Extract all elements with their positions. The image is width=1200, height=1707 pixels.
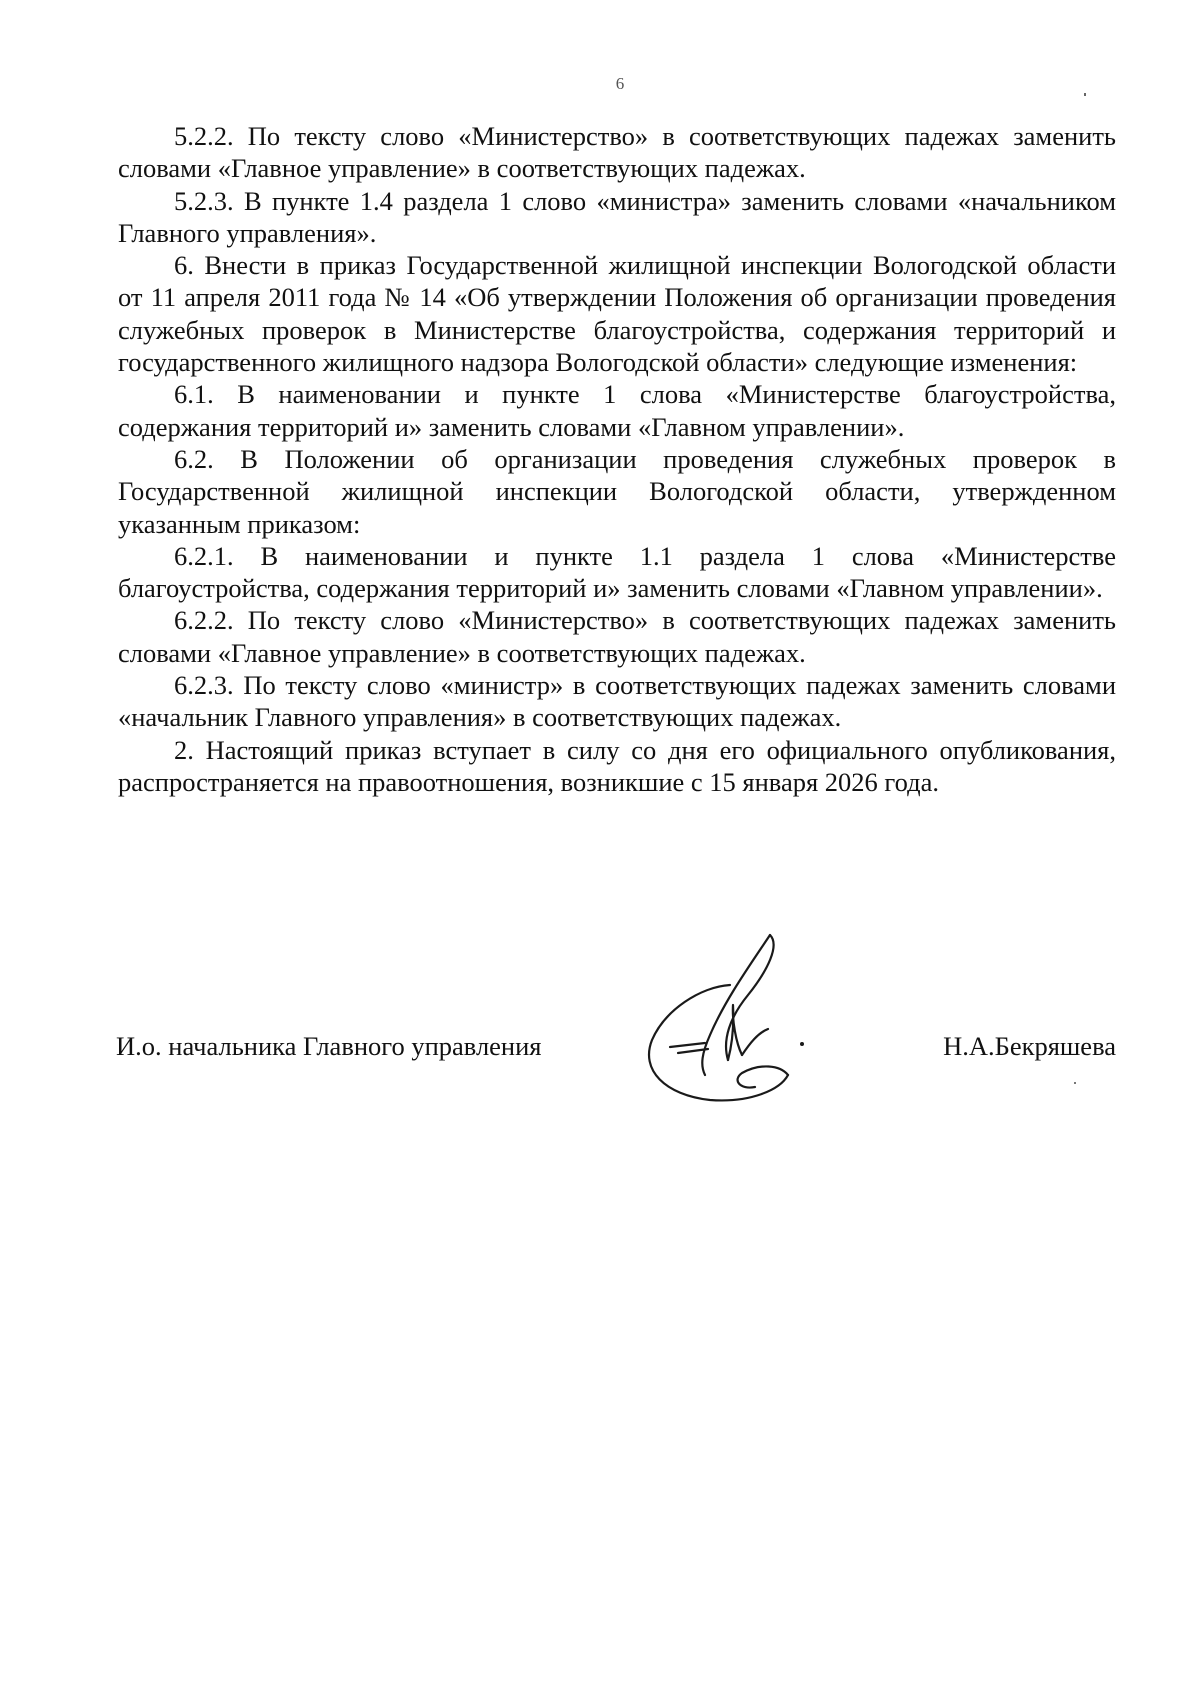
scan-speck xyxy=(1074,1082,1076,1084)
paragraph-5-2-3: 5.2.3. В пункте 1.4 раздела 1 слово «министра» заменить словами «начальником Главного управления». xyxy=(118,185,1116,248)
paragraph-6: 6. Внести в приказ Государственной жилищной инспекции Вологодской области от 11 апреля 2011 года № 14 «Об утверждении Положения об организации проведения служебных проверок в Министерстве благоустройства, содержания территорий и государственного жилищного надзора Вологодской области» следующие изменения: xyxy=(118,250,1116,378)
scan-speck xyxy=(1084,93,1086,96)
handwritten-signature xyxy=(630,925,870,1125)
paragraph-6-2-1: 6.2.1. В наименовании и пункте 1.1 раздела 1 слова «Министерстве благоустройства, содержания территорий и» заменить словами «Главном управлении». xyxy=(118,540,1116,604)
paragraph-2: 2. Настоящий приказ вступает в силу со дня его официального опубликования, распространяется на правоотношения, возникшие с 15 января 2026 года. xyxy=(118,734,1116,797)
paragraph-6-1: 6.1. В наименовании и пункте 1 слова «Министерстве благоустройства, содержания территорий и» заменить словами «Главном управлении». xyxy=(118,379,1116,442)
paragraph-5-2-2: 5.2.2. По тексту слово «Министерство» в соответствующих падежах заменить словами «Главное управление» в соответствующих падежах. xyxy=(118,121,1116,184)
signatory-name: Н.А.Бекряшева xyxy=(943,1031,1116,1061)
paragraph-6-2-3: 6.2.3. По тексту слово «министр» в соответствующих падежах заменить словами «начальник Главного управления» в соответствующих падежах. xyxy=(118,670,1116,733)
signature-block xyxy=(116,1030,1116,1070)
document-body xyxy=(118,120,1116,798)
signatory-position: И.о. начальника Главного управления xyxy=(116,1031,542,1061)
paragraph-6-2-2: 6.2.2. По тексту слово «Министерство» в соответствующих падежах заменить словами «Главное управление» в соответствующих падежах. xyxy=(118,605,1116,668)
page-number: 6 xyxy=(615,74,625,93)
paragraph-6-2: 6.2. В Положении об организации проведения служебных проверок в Государственной жилищной инспекции Вологодской области, утвержденном указанным приказом: xyxy=(118,443,1116,539)
